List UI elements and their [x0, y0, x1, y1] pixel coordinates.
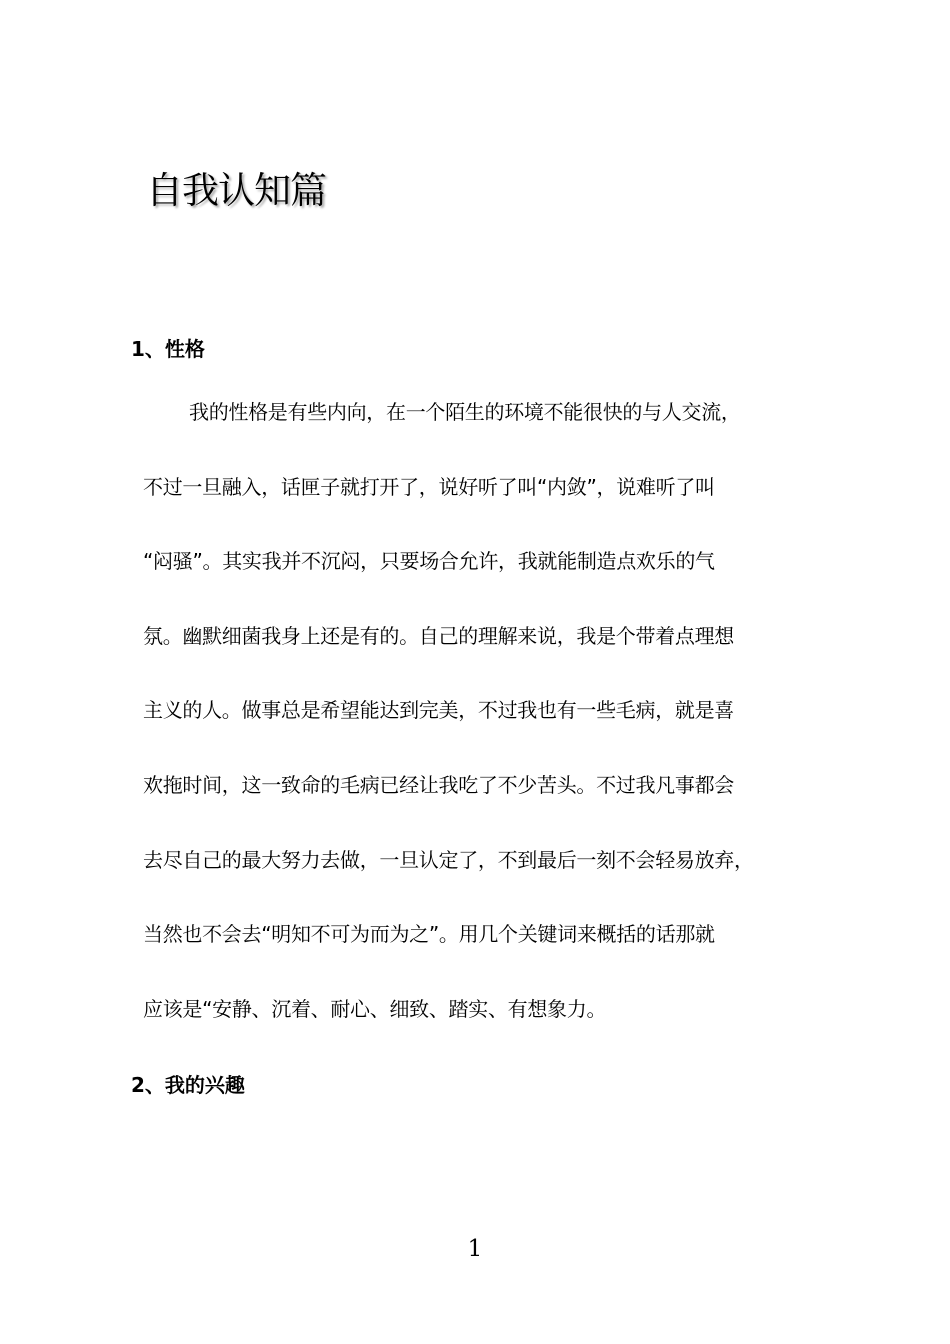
paragraph-line: 不过一旦融入，话匣子就打开了，说好听了叫“内敛”，说难听了叫 [143, 475, 715, 499]
paragraph-line: “闷骚”。其实我并不沉闷，只要场合允许，我就能制造点欢乐的气 [143, 549, 715, 573]
paragraph-line: 主义的人。做事总是希望能达到完美，不过我也有一些毛病，就是喜 [143, 698, 734, 722]
page-number: 1 [467, 1236, 483, 1262]
paragraph-line: 当然也不会去“明知不可为而为之”。用几个关键词来概括的话那就 [143, 922, 715, 946]
section-heading-interests: 2、我的兴趣 [131, 1073, 245, 1097]
paragraph-line: 去尽自己的最大努力去做，一旦认定了，不到最后一刻不会轻易放弃， [143, 848, 754, 872]
paragraph-line: 欢拖时间，这一致命的毛病已经让我吃了不少苦头。不过我凡事都会 [143, 773, 734, 797]
paragraph-line: 氛。幽默细菌我身上还是有的。自己的理解来说，我是个带着点理想 [143, 624, 734, 648]
paragraph-line: 我的性格是有些内向，在一个陌生的环境不能很快的与人交流， [189, 400, 741, 424]
document-title: 自我认知篇 [146, 169, 326, 212]
paragraph-line: 应该是“安静、沉着、耐心、细致、踏实、有想象力。 [143, 997, 607, 1021]
section-heading-personality: 1、性格 [131, 337, 205, 361]
